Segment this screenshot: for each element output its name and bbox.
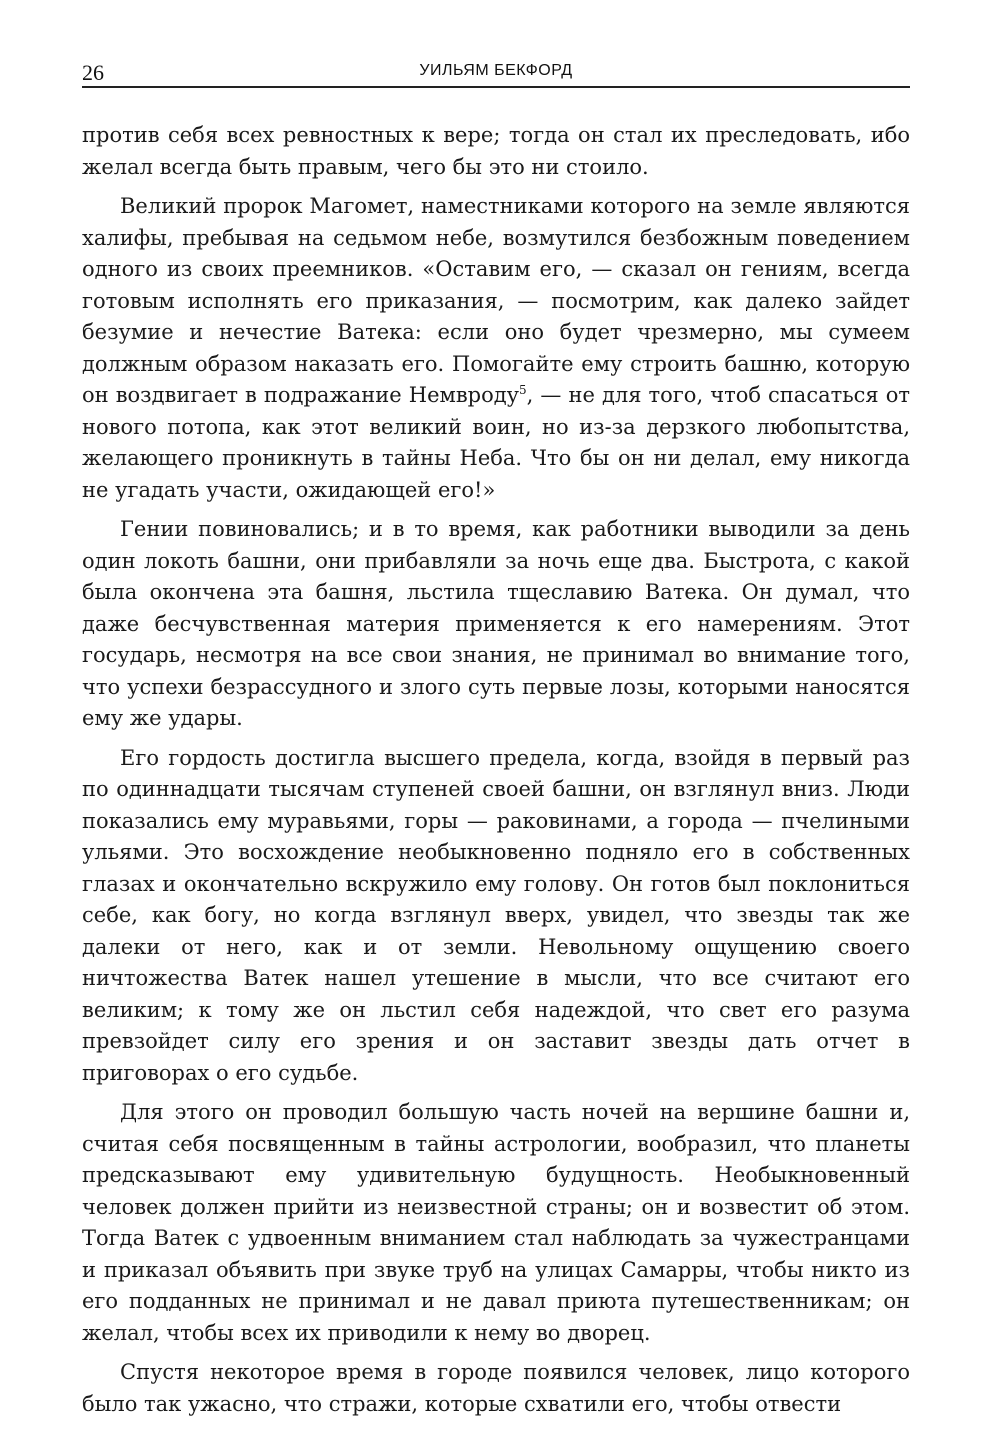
running-title: УИЛЬЯМ БЕКФОРД — [419, 62, 573, 79]
paragraph-text: против себя всех ревностных к вере; тогда он стал их преследовать, ибо желал всегда быть правым, чего бы это ни стоило. — [82, 123, 910, 179]
paragraph — [82, 191, 910, 506]
paragraph-text: Гении повиновались; и в то время, как работники выводили за день один локоть башни, они прибавляли за ночь еще два. Быстрота, с какой была окончена эта башня, льстила тщеславию Ватека. Он думал, что даже бесчувственная материя применяется к его намерениям. Этот государь, несмотря на все свои знания, не принимал во внимание того, что успехи безрассудного и злого суть первые лозы, которыми наносятся ему же удары. — [82, 517, 910, 730]
running-head — [82, 56, 910, 88]
header-rule — [82, 86, 910, 88]
footnote-marker: 5 — [519, 383, 527, 397]
paragraph — [82, 120, 910, 183]
paragraph-text: Для этого он проводил большую часть ночей на вершине башни и, считая себя посвященным в тайны астрологии, вообразил, что планеты предсказывают ему удивительную будущность. Необыкновенный человек должен прийти из неизвестной страны; он и возвестит об этом. Тогда Ватек с удвоенным вниманием стал наблюдать за чужестранцами и приказал объявить при звуке труб на улицах Самарры, чтобы никто из его подданных не принимал и не давал приюта путешественникам; он желал, чтобы всех их приводили к нему во дворец. — [82, 1100, 910, 1345]
paragraph-text: Спустя некоторое время в городе появился человек, лицо которого было так ужасно, что стражи, которые схватили его, чтобы отвести — [82, 1360, 910, 1416]
paragraph-text: Его гордость достигла высшего предела, когда, взойдя в первый раз по одиннадцати тысячам ступеней своей башни, он взглянул вниз. Люди показались ему муравьями, горы — раковинами, а города — пчелиными ульями. Это восхождение необыкновенно подняло его в собственных глазах и окончательно вскружило ему голову. Он готов был поклониться себе, как богу, но когда взглянул вверх, увидел, что звезды так же далеки от него, как и от земли. Невольному ощущению своего ничтожества Ватек нашел утешение в мысли, что все считают его великим; к тому же он льстил себя надеждой, что свет его разума превзойдет силу его зрения и он заставит звезды дать отчет в приговорах о его судьбе. — [82, 745, 910, 1085]
paragraph-text: Великий пророк Магомет, наместниками которого на земле являются халифы, пребывая на седьмом небе, возмутился безбожным поведением одного из своих преемников. «Оставим его, — сказал он гениям, всегда готовым исполнять его приказания, — посмотрим, как далеко зайдет безумие и нечестие Ватека: если оно будет чрезмерно, мы сумеем должным образом наказать его. Помогайте ему строить башню, которую он воздвигает в подражание Немвроду — [82, 194, 910, 407]
paragraph — [82, 743, 910, 1090]
paragraph — [82, 1097, 910, 1349]
paragraph — [82, 1357, 910, 1420]
body-text — [82, 120, 910, 1428]
page-number: 26 — [82, 60, 104, 85]
paragraph — [82, 514, 910, 735]
paragraph-text: , — не для того, чтоб спасаться от нового потопа, как этот великий воин, но из-за дерзкого любопытства, желающего проникнуть в тайны Неба. Что бы он ни делал, ему никогда не угадать участи, ожидающей его!» — [82, 383, 910, 502]
